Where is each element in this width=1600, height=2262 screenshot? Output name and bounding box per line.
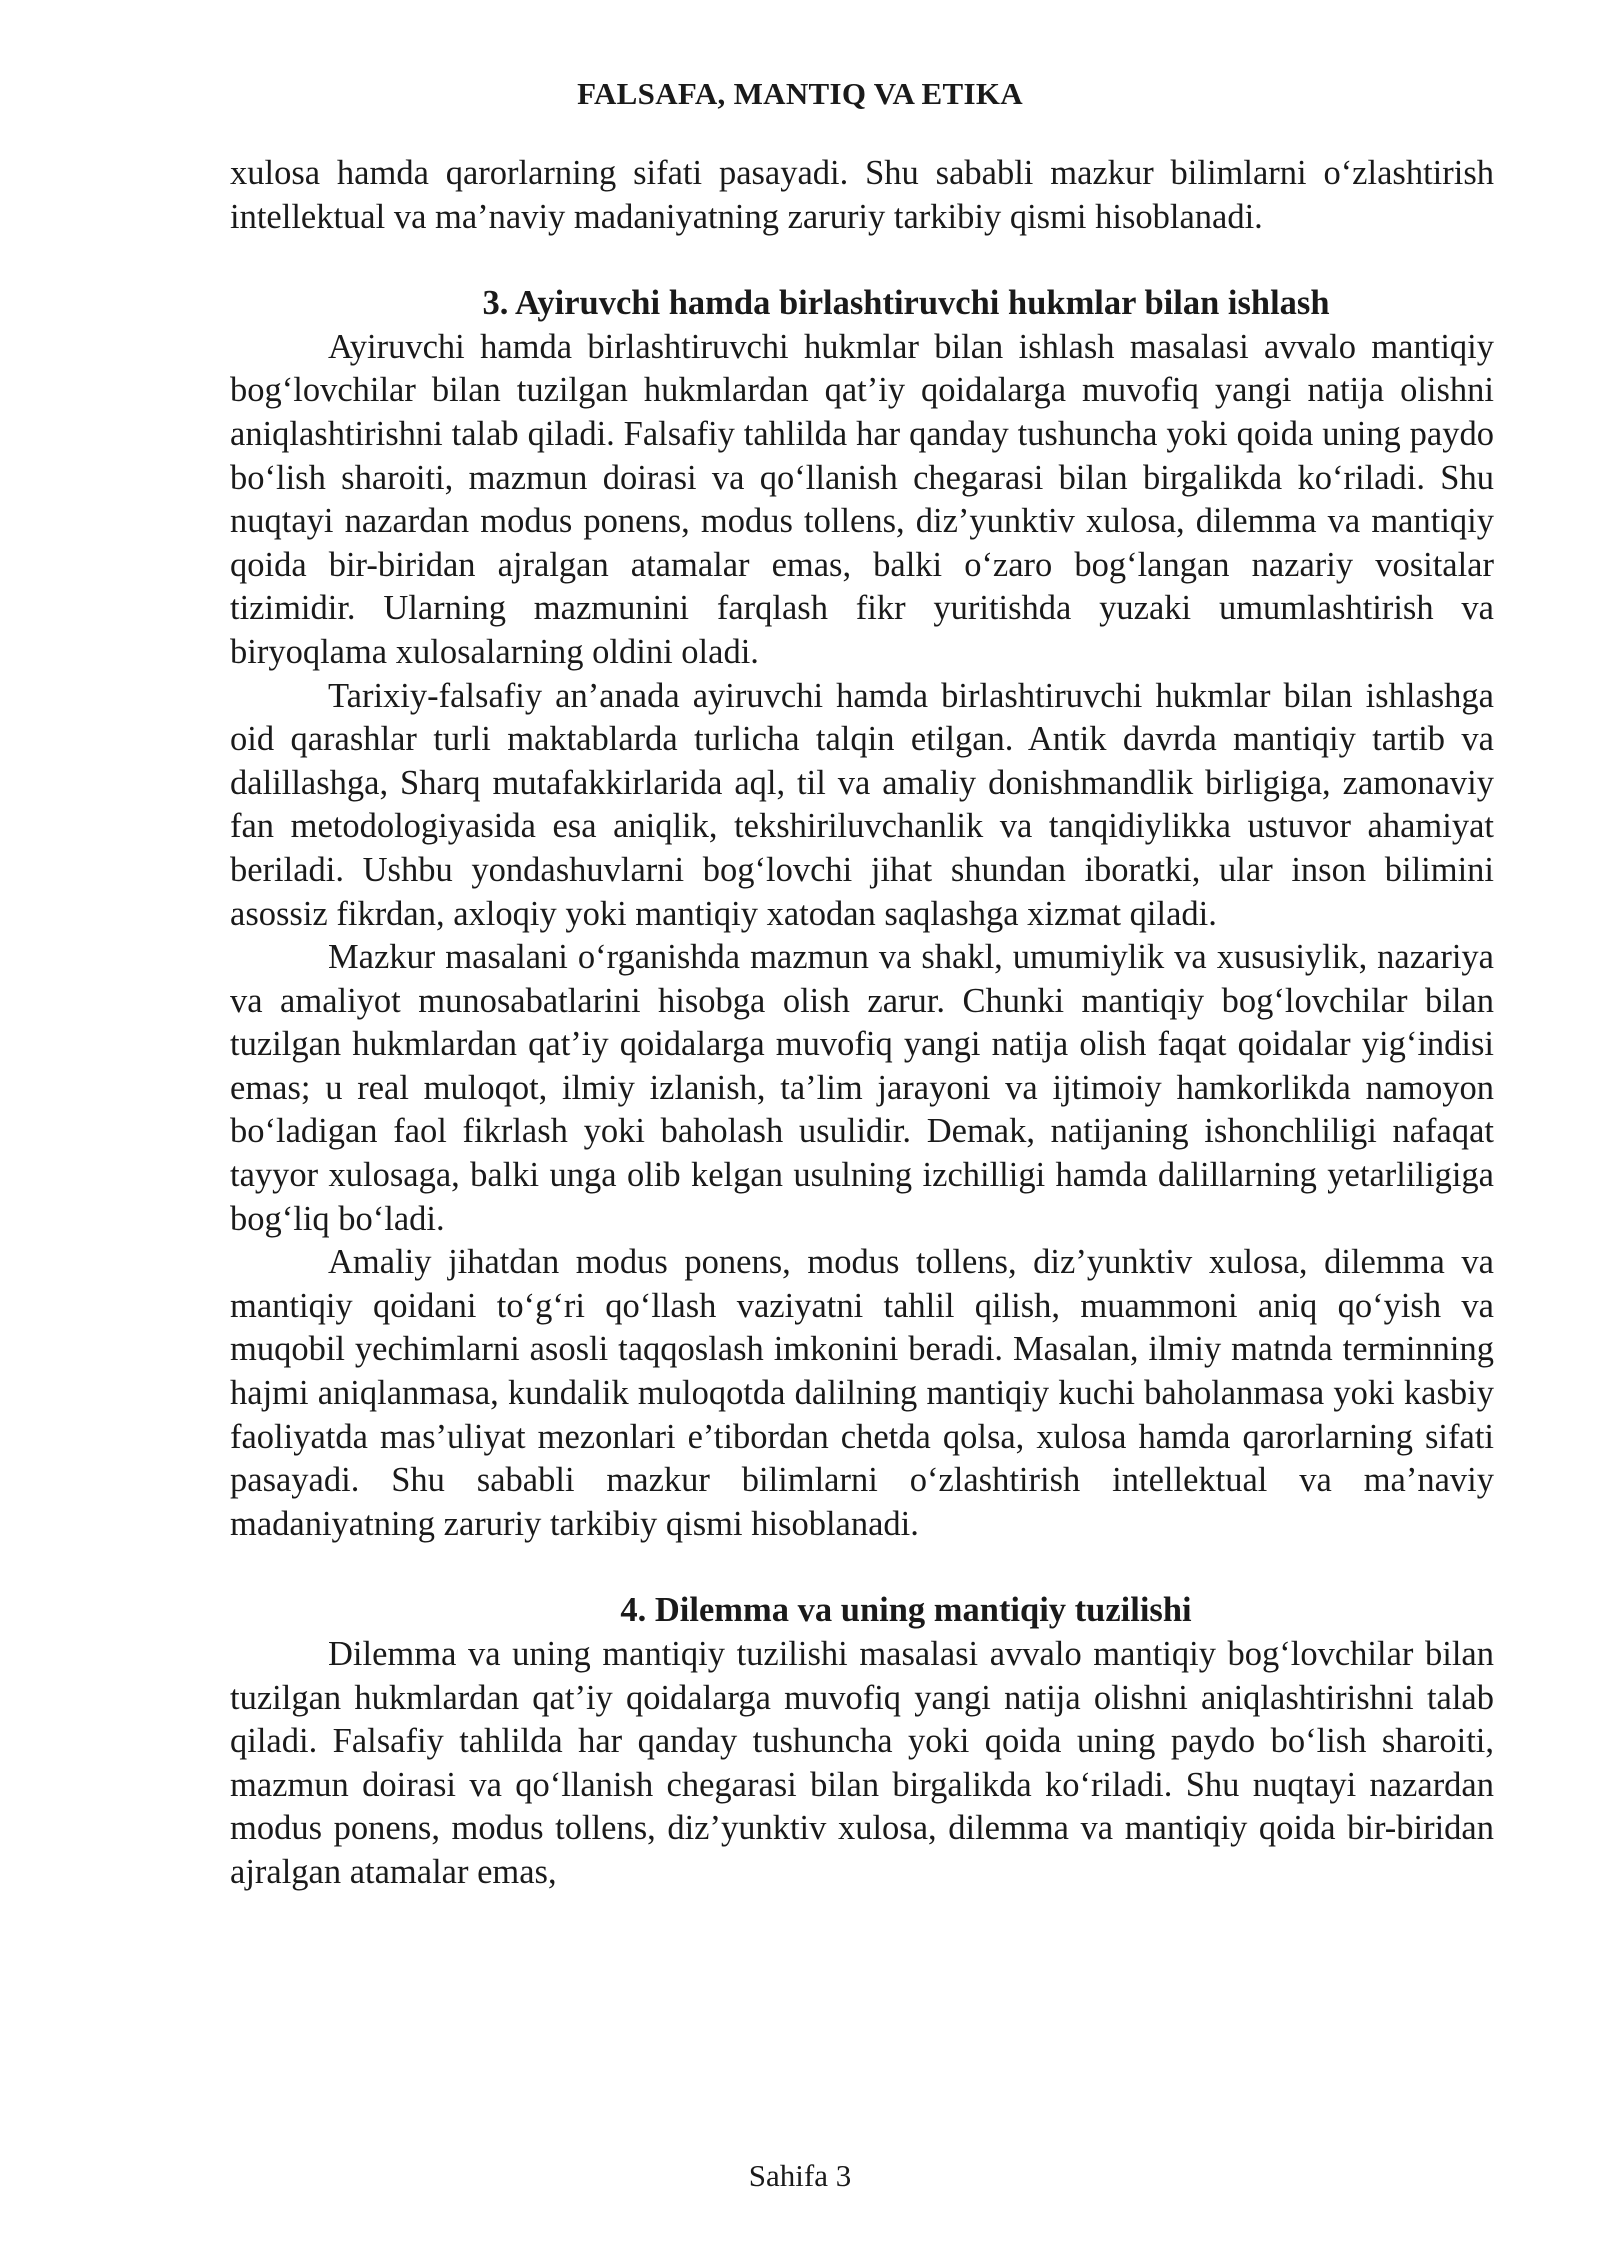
- paragraph: Ayiruvchi hamda birlashtiruvchi hukmlar bilan ishlash masalasi avvalo mantiqiy bog‘lovchilar bilan tuzilgan hukmlardan qat’iy qoidalarga muvofiq yangi natija olishni aniqlashtirishni talab qiladi. Falsafiy tahlilda har qanday tushuncha yoki qoida uning paydo bo‘lish sharoiti, mazmun doirasi va qo‘llanish chegarasi bilan birgalikda ko‘riladi. Shu nuqtayi nazardan modus ponens, modus tollens, diz’yunktiv xulosa, dilemma va mantiqiy qoida bir-biridan ajralgan atamalar emas, balki o‘zaro bog‘langan nazariy vositalar tizimidir. Ularning mazmunini farqlash fikr yuritishda yuzaki umumlashtirish va biryoqlama xulosalarning oldini oladi.: [230, 327, 1494, 671]
- section-heading-3: 3. Ayiruvchi hamda birlashtiruvchi hukmlar bilan ishlash: [482, 284, 1330, 323]
- paragraph: Tarixiy-falsafiy an’anada ayiruvchi hamda birlashtiruvchi hukmlar bilan ishlashga oid qarashlar turli maktablarda turlicha talqin etilgan. Antik davrda mantiqiy tartib va dalillashga, Sharq mutafakkirlarida aql, til va amaliy donishmandlik birligiga, zamonaviy fan metodologiyasida esa aniqlik, tekshiriluvchanlik va tanqidiylikka ustuvor ahamiyat beriladi. Ushbu yondashuvlarni bog‘lovchi jihat shundan iboratki, ular inson bilimini asossiz fikrdan, axloqiy yoki mantiqiy xatodan saqlashga xizmat qiladi.: [230, 676, 1494, 933]
- page-body: [230, 152, 1494, 1895]
- paragraph-continuation: xulosa hamda qarorlarning sifati pasayadi. Shu sababli mazkur bilimlarni o‘zlashtirish intellektual va ma’naviy madaniyatning zaruriy tarkibiy qismi hisoblanadi.: [230, 154, 1494, 236]
- section-heading-4: 4. Dilemma va uning mantiqiy tuzilishi: [620, 1591, 1192, 1630]
- paragraph: Mazkur masalani o‘rganishda mazmun va shakl, umumiylik va xususiylik, nazariya va amaliyot munosabatlarini hisobga olish zarur. Chunki mantiqiy bog‘lovchilar bilan tuzilgan hukmlardan qat’iy qoidalarga muvofiq yangi natija olish faqat qoidalar yig‘indisi emas; u real muloqot, ilmiy izlanish, ta’lim jarayoni va ijtimoiy hamkorlikda namoyon bo‘ladigan faol fikrlash yoki baholash usulidir. Demak, natijaning ishonchliligi nafaqat tayyor xulosaga, balki unga olib kelgan usulning izchilligi hamda dalillarning yetarliligiga bog‘liq bo‘ladi.: [230, 938, 1494, 1238]
- running-header: FALSAFA, MANTIQ VA ETIKA: [577, 76, 1023, 111]
- paragraph: Dilemma va uning mantiqiy tuzilishi masalasi avvalo mantiqiy bog‘lovchilar bilan tuzilgan hukmlardan qat’iy qoidalarga muvofiq yangi natija olishni aniqlashtirishni talab qiladi. Falsafiy tahlilda har qanday tushuncha yoki qoida uning paydo bo‘lish sharoiti, mazmun doirasi va qo‘llanish chegarasi bilan birgalikda ko‘riladi. Shu nuqtayi nazardan modus ponens, modus tollens, diz’yunktiv xulosa, dilemma va mantiqiy qoida bir-biridan ajralgan atamalar emas,: [230, 1635, 1494, 1891]
- page-number: Sahifa 3: [748, 2158, 852, 2193]
- paragraph: Amaliy jihatdan modus ponens, modus tollens, diz’yunktiv xulosa, dilemma va mantiqiy qoidani to‘g‘ri qo‘llash vaziyatni tahlil qilish, muammoni aniq qo‘yish va muqobil yechimlarni asosli taqqoslash imkonini beradi. Masalan, ilmiy matnda terminning hajmi aniqlanmasa, kundalik muloqotda dalilning mantiqiy kuchi baholanmasa yoki kasbiy faoliyatda mas’uliyat mezonlari e’tibordan chetda qolsa, xulosa hamda qarorlarning sifati pasayadi. Shu sababli mazkur bilimlarni o‘zlashtirish intellektual va ma’naviy madaniyatning zaruriy tarkibiy qismi hisoblanadi.: [230, 1243, 1494, 1543]
